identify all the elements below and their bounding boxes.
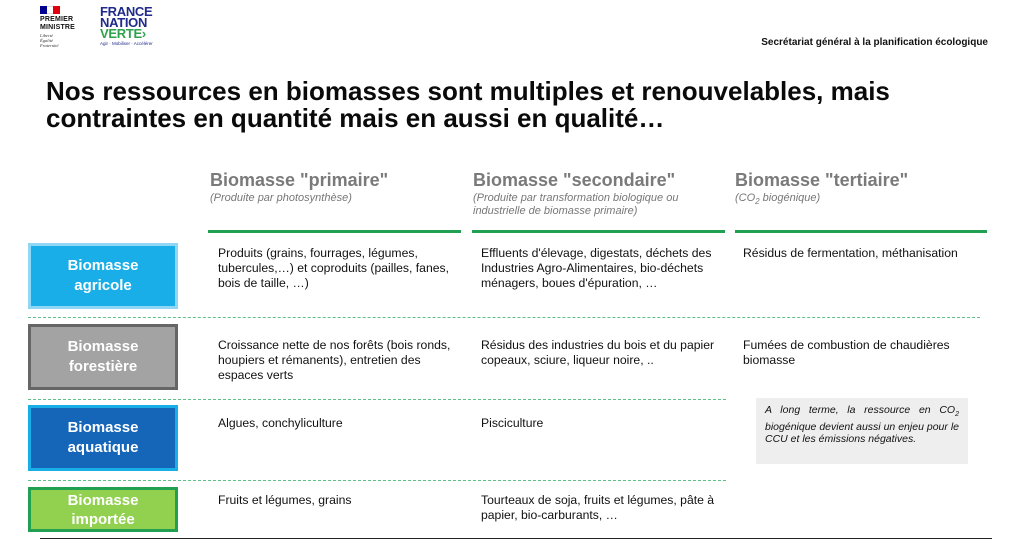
note-box: A long terme, la ressource en $CO_2$ biogénique devient aussi un enjeu pour le CCU et les émissions négatives. <box>756 398 968 464</box>
column-header-tertiary: Biomasse "tertiaire" ($CO_2$ biogénique) <box>735 170 909 207</box>
cell-aquatique-primary: Algues, conchyliculture <box>218 416 343 430</box>
cell-forestiere-secondary: Résidus des industries du bois et du papier copeaux, sciure, liqueur noire, .. <box>481 338 715 367</box>
row-label-agricole: Biomasse agricole <box>28 243 178 309</box>
cell-agricole-primary: Produits (grains, fourrages, légumes, tubercules,…) et coproduits (pailles, fanes, bois de taille, …) <box>218 246 449 290</box>
column-divider-secondary <box>472 230 725 233</box>
column-header-primary: Biomasse "primaire" (Produite par photosynthèse) <box>210 170 389 204</box>
french-flag-icon <box>40 6 60 14</box>
gov-motto: Liberté Égalité Fraternité <box>40 33 59 48</box>
column-divider-tertiary <box>735 230 987 233</box>
france-nation-verte-logo: FRANCE NATION VERTE› Agir · Mobiliser · Accélérer <box>100 4 153 46</box>
row-separator <box>28 480 726 481</box>
cell-agricole-tertiary: Résidus de fermentation, méthanisation <box>743 246 958 260</box>
row-label-aquatique: Biomasse aquatique <box>28 405 178 471</box>
row-label-importee: Biomasse importée <box>28 487 178 532</box>
row-separator <box>28 399 726 400</box>
chevron-right-icon: › <box>141 26 146 41</box>
page-title: Nos ressources en biomasses sont multiples et renouvelables, mais contraintes en quantité mais en aussi en qualité… <box>46 76 890 133</box>
cell-importee-secondary: Tourteaux de soja, fruits et légumes, pâte à papier, bio-carburants, … <box>481 493 715 522</box>
cell-forestiere-primary: Croissance nette de nos forêts (bois ronds, houpiers et rémanents), entretien des espaces verts <box>218 338 451 382</box>
bottom-rule <box>40 538 992 539</box>
column-header-secondary: Biomasse "secondaire" (Produite par transformation biologique ou industrielle de biomasse primaire) <box>473 170 679 217</box>
row-label-forestiere: Biomasse forestière <box>28 324 178 390</box>
cell-forestiere-tertiary: Fumées de combustion de chaudières biomasse <box>743 338 950 367</box>
column-divider-primary <box>208 230 461 233</box>
cell-importee-primary: Fruits et légumes, grains <box>218 493 352 507</box>
row-separator <box>28 317 980 318</box>
cell-agricole-secondary: Effluents d'élevage, digestats, déchets des Industries Agro-Alimentaires, bio-déchets ménagers, boues d'épuration, … <box>481 246 712 290</box>
gov-title: PREMIER MINISTRE <box>40 16 76 31</box>
government-logo <box>40 6 84 48</box>
cell-aquatique-secondary: Pisciculture <box>481 416 544 430</box>
organization-name: Secrétariat général à la planification écologique <box>761 37 988 48</box>
